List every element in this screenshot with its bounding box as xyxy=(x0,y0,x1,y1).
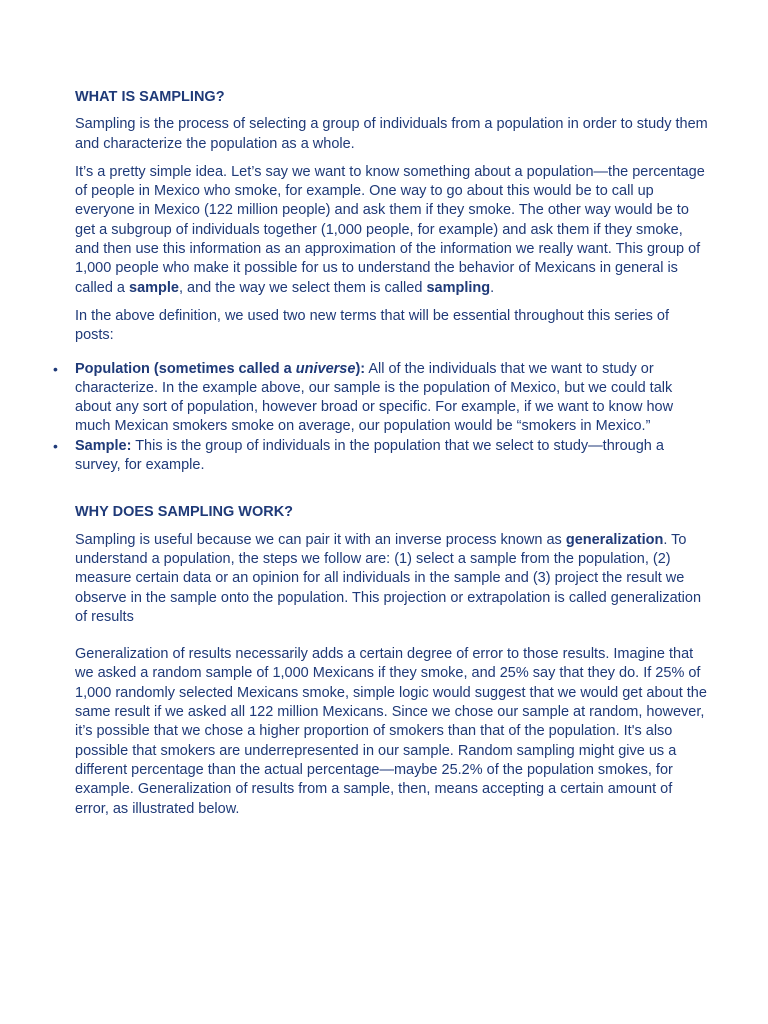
bullet-icon: • xyxy=(53,437,58,454)
term-sampling: sampling xyxy=(426,279,491,296)
paragraph-sampling-definition: Sampling is the process of selecting a group of individuals from a population in order to study them and characterize the population as a whole. xyxy=(75,116,708,152)
paragraph-simple-idea xyxy=(75,163,710,298)
paragraph-text: , and the way we select them is called xyxy=(179,279,427,296)
paragraph-error: Generalization of results necessarily adds a certain degree of error to those results. Imagine that we asked a random sample of 1,000 Mexicans if they smoke, and 25% say that they do. If 25% of 1,000 randomly selected Mexicans smoke, simple logic would suggest that we would get about the same result if we asked all 122 million Mexicans. Since we chose our sample at random, however, it’s possible that we chose a higher proportion of smokers than that of the population. It's also possible that smokers are underrepresented in our sample. Random sampling might give us a different percentage than the actual percentage—maybe 25.2% of the population smokes, for example. Generalization of results from a sample, then, means accepting a certain amount of error, as illustrated below. xyxy=(75,646,707,817)
definitions-list xyxy=(53,360,710,476)
definition-text: All of the individuals that we want to study or characterize. In the example above, our sample is the population of Mexico, but we could talk about any sort of population, however broad or specific. For example, if we want to know how much Mexican smokers smoke on average, our population would be “smokers in Mexico.” xyxy=(75,360,674,435)
section-heading-why-sampling-works: WHY DOES SAMPLING WORK? xyxy=(75,504,294,521)
list-item-population xyxy=(53,360,710,437)
paragraph-new-terms: In the above definition, we used two new terms that will be essential throughout this series of posts: xyxy=(75,307,670,344)
paragraph-text: . xyxy=(490,279,495,296)
paragraph-generalization xyxy=(75,531,710,627)
paragraph-text: It’s a pretty simple idea. Let’s say we want to know something about a population—the percentage of people in Mexico who smoke, for example. One way to go about this would be to call up everyone in Mexico (122 million people) and ask them if they smoke. The other way would be to get a subgroup of individuals together (1,000 people, for example) and ask them if they smoke, and then use this information as an approximation of the information we really want. This group of 1,000 people who make it possible for us to understand the behavior of Mexicans in general is called a xyxy=(75,163,705,296)
term-population xyxy=(75,361,365,377)
term-universe: universe xyxy=(295,360,356,377)
paragraph-text: Sampling is useful because we can pair it with an inverse process known as xyxy=(75,531,566,548)
definition-text: This is the group of individuals in the population that we select to study—through a survey, for example. xyxy=(75,437,664,474)
term-sample: sample xyxy=(129,279,179,296)
term-sample-definition: Sample: xyxy=(75,437,132,454)
paragraph-text: . To understand a population, the steps we follow are: (1) select a sample from the population, (2) measure certain data or an opinion for all individuals in the sample and (3) project the result we observe in the sample onto the population. This projection or extrapolation is called generalization of results xyxy=(75,531,702,625)
term-label: Population (sometimes called a xyxy=(75,360,296,377)
term-generalization: generalization xyxy=(565,531,664,548)
list-item-sample xyxy=(53,437,710,476)
term-label: ): xyxy=(355,360,366,377)
section-heading-what-is-sampling: WHAT IS SAMPLING? xyxy=(75,89,225,105)
bullet-icon: • xyxy=(53,360,58,377)
